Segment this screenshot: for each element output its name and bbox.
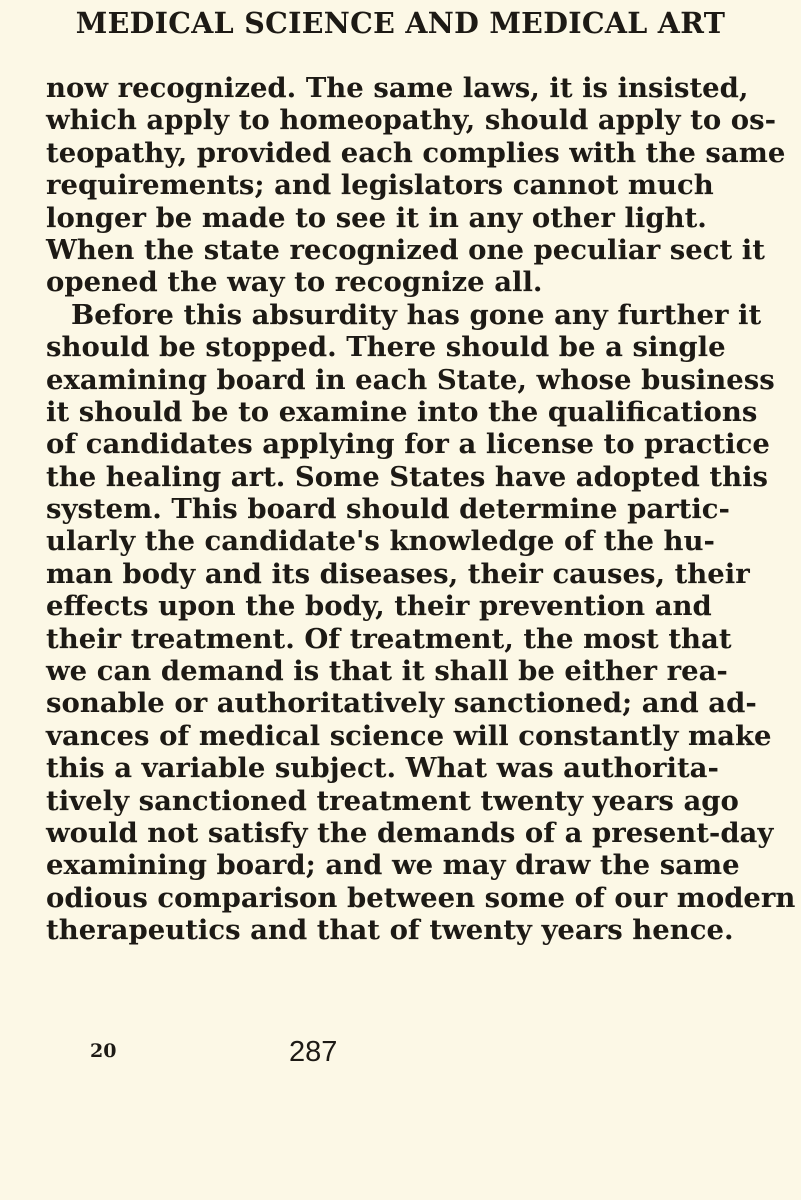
running-head: MEDICAL SCIENCE AND MEDICAL ART	[75, 6, 726, 40]
text-line: would not satisfy the demands of a present-day	[46, 816, 774, 849]
text-line: the healing art. Some States have adopted this	[46, 460, 769, 493]
text-line: examining board; and we may draw the same	[46, 849, 740, 882]
text-line: Before this absurdity has gone any further it	[71, 298, 762, 331]
text-line: odious comparison between some of our modern	[46, 881, 796, 914]
signature-mark: 20	[90, 1040, 117, 1062]
text-line: of candidates applying for a license to practice	[46, 428, 770, 461]
text-line: this a variable subject. What was authorita-	[46, 752, 719, 785]
text-line: sonable or authoritatively sanctioned; and ad-	[46, 687, 757, 720]
text-line: When the state recognized one peculiar sect it	[46, 233, 765, 266]
text-line: requirements; and legislators cannot much	[46, 169, 714, 202]
text-line: tively sanctioned treatment twenty years ago	[46, 784, 739, 817]
text-line: teopathy, provided each complies with the same	[46, 136, 786, 169]
text-line: vances of medical science will constantly make	[46, 719, 772, 752]
text-line: it should be to examine into the qualifications	[46, 395, 758, 428]
paragraph	[46, 298, 796, 947]
text-line: now recognized. The same laws, it is insisted,	[46, 72, 749, 104]
text-line: opened the way to recognize all.	[46, 266, 543, 299]
text-line: effects upon the body, their prevention and	[46, 590, 712, 623]
text-line: therapeutics and that of twenty years hence.	[46, 914, 734, 947]
text-line: should be stopped. There should be a single	[46, 331, 726, 364]
text-line: which apply to homeopathy, should apply to os-	[46, 104, 777, 137]
text-line: longer be made to see it in any other light.	[46, 201, 707, 234]
text-line: man body and its diseases, their causes, their	[46, 557, 750, 590]
text-line: ularly the candidate's knowledge of the hu-	[46, 525, 715, 558]
text-line: system. This board should determine partic-	[46, 493, 730, 526]
text-line: examining board in each State, whose business	[46, 363, 775, 396]
page-number: 287	[289, 1036, 338, 1068]
body-text	[46, 72, 796, 947]
text-line: we can demand is that it shall be either rea-	[46, 655, 728, 688]
page-footer	[0, 1036, 801, 1070]
paragraph	[46, 72, 786, 299]
text-line: their treatment. Of treatment, the most that	[46, 622, 732, 655]
